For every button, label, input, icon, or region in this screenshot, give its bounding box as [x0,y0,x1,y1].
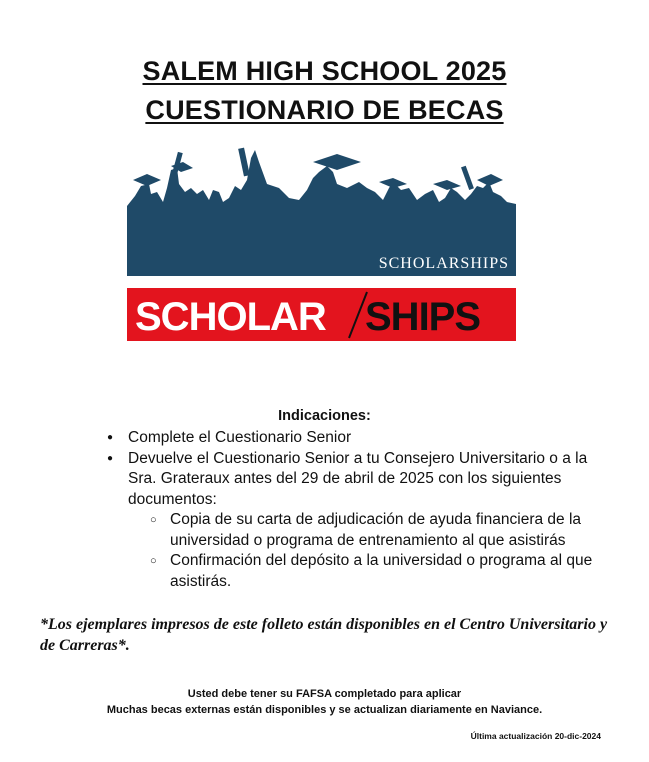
graduates-scholarships-image [127,144,516,276]
sub-list-item: ○ Copia de su carta de adjudicación de ayuda financiera de la universidad o programa de entrenamiento al que asistirás [128,510,604,551]
naviance-info: Muchas becas externas están disponibles y se actualizan diariamente en Naviance. [106,704,543,716]
page-title-line2: CUESTIONARIO DE BECAS [145,95,504,125]
printed-copies-note: *Los ejemplares impresos de este folleto están disponibles en el Centro Universitario y de Carreras*. [40,616,608,654]
sub-list-item: ○ Confirmación del depósito a la universidad o programa al que asistirás. [128,551,604,592]
list-item: ● Complete el Cuestionario Senior [104,428,604,449]
sub-list [128,510,604,592]
instructions-list [104,428,604,592]
last-updated: Última actualización 20-dic-2024 [470,731,601,741]
banner2-ships: SHIPS [365,295,481,339]
page-title-line1: SALEM HIGH SCHOOL 2025 [142,56,507,86]
banner2-scholar: SCHOLAR [135,295,326,339]
fafsa-requirement: Usted debe tener su FAFSA completado para aplicar [187,688,462,700]
list-item: ● Devuelve el Cuestionario Senior a tu Consejero Universitario o a la Sra. Grateraux antes del 29 de abril de 2025 con los siguientes documentos: ○ Copia de su carta de adjudicación de ayuda financiera de la universidad o programa de entrenamiento al que asistirás ○ Confirmación del depósito a la universidad o programa al que asistirás. [104,449,604,593]
banner1-text: SCHOLARSHIPS [378,255,509,272]
instructions-heading: Indicaciones: [278,408,371,424]
scholarships-red-banner [127,288,516,341]
